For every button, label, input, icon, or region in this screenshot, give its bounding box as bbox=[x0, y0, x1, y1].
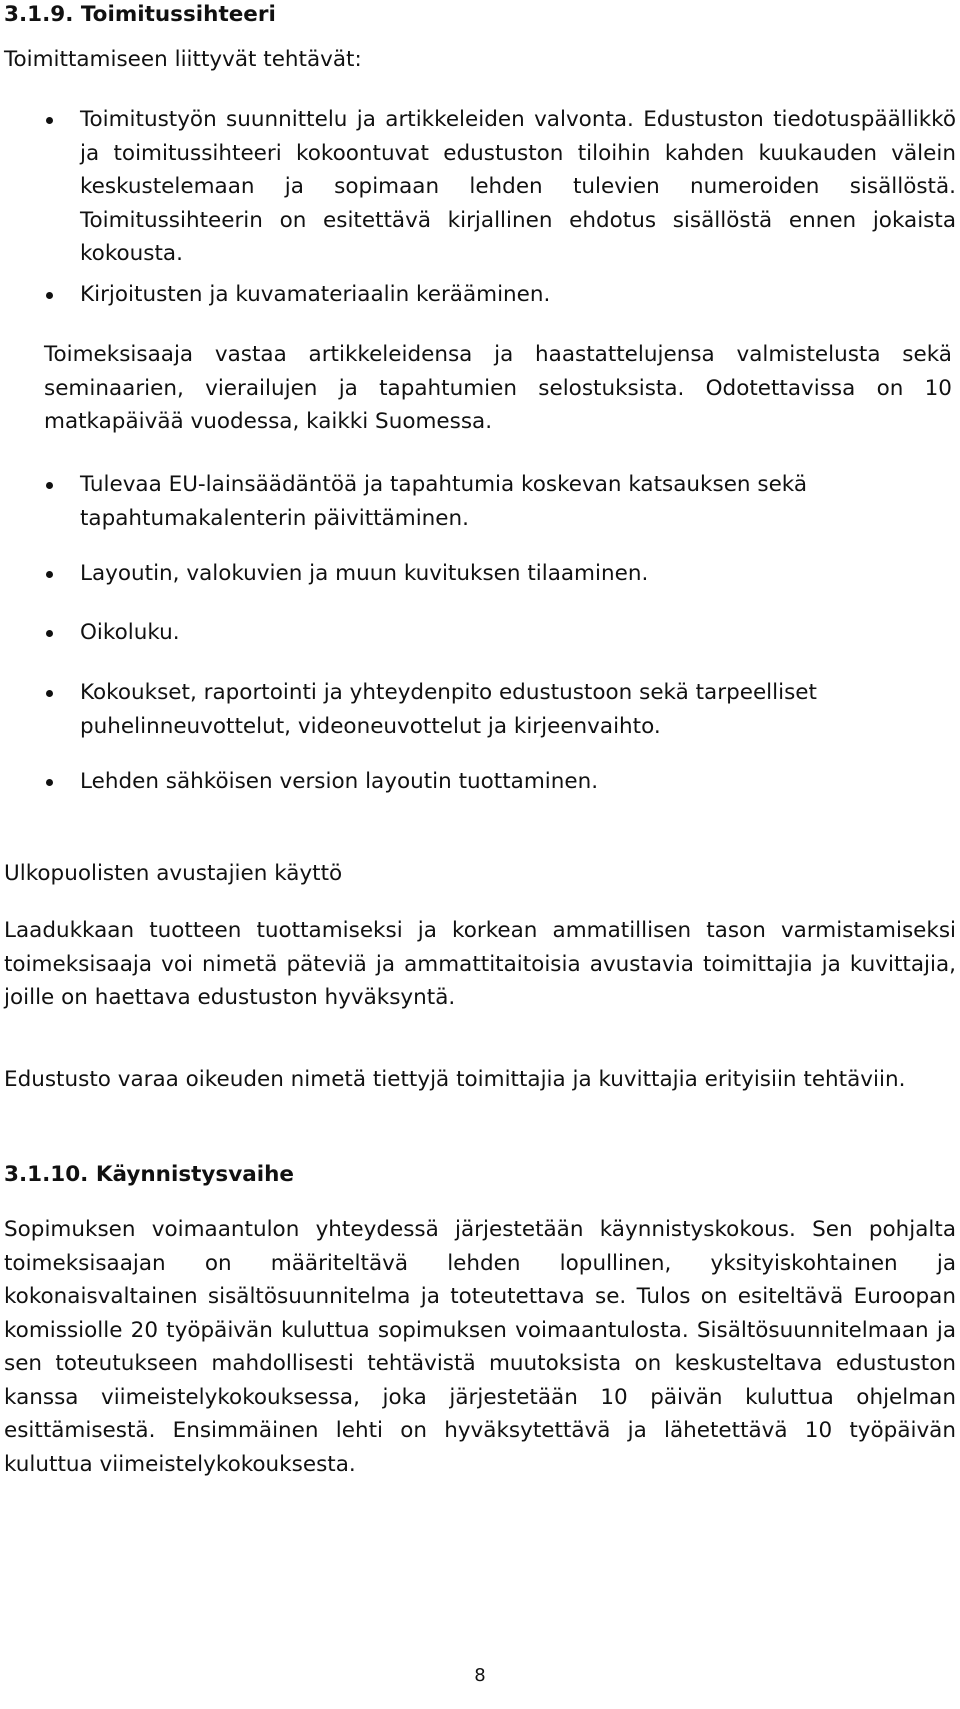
section-heading-kaynnistysvaihe: 3.1.10. Käynnistysvaihe bbox=[4, 1162, 294, 1187]
section-heading-toimitussihteeri: 3.1.9. Toimitussihteeri bbox=[4, 2, 276, 27]
bullet-item-6: Kokoukset, raportointi ja yhteydenpito edustustoon sekä tarpeelliset puhelinneuvottelut, videoneuvottelut ja kirjeenvaihto. bbox=[80, 676, 956, 743]
bullet-item-1: Toimitustyön suunnittelu ja artikkeleiden valvonta. Edustuston tiedotuspäällikkö ja toimitussihteeri kokoontuvat edustuston tiloihin kahden kuukauden välein keskustelemaan ja sopimaan lehden tulevien numeroiden sisällöstä. Toimitussihteerin on esitettävä kirjallinen ehdotus sisällöstä ennen jokaista kokousta. bbox=[80, 103, 956, 271]
bullet-item-5: Oikoluku. bbox=[80, 616, 956, 650]
subheading-external-contributors: Ulkopuolisten avustajien käyttö bbox=[4, 861, 343, 886]
indented-paragraph: Toimeksisaaja vastaa artikkeleidensa ja haastattelujensa valmistelusta sekä seminaarien, vierailujen ja tapahtumien selostuksista. Odotettavissa on 10 matkapäivää vuodessa, kaikki Suomessa. bbox=[44, 342, 952, 434]
bullet-item-2: Kirjoitusten ja kuvamateriaalin kerääminen. bbox=[80, 278, 956, 312]
bullet-item-4: Layoutin, valokuvien ja muun kuvituksen tilaaminen. bbox=[80, 557, 956, 591]
bullet-item-7: Lehden sähköisen version layoutin tuottaminen. bbox=[80, 765, 956, 799]
external-paragraph-1: Laadukkaan tuotteen tuottamiseksi ja korkean ammatillisen tason varmistamiseksi toimeksisaaja voi nimetä päteviä ja ammattitaitoisia avustavia toimittajia ja kuvittajia, joille on haettava edustuston hyväksyntä. bbox=[4, 918, 956, 1010]
page-number: 8 bbox=[474, 1665, 486, 1686]
bullet-item-3: Tulevaa EU-lainsäädäntöä ja tapahtumia koskevan katsauksen sekä tapahtumakalenterin päivittäminen. bbox=[80, 468, 956, 535]
external-paragraph-2: Edustusto varaa oikeuden nimetä tiettyjä toimittajia ja kuvittajia erityisiin tehtäviin. bbox=[4, 1067, 906, 1092]
launch-phase-paragraph: Sopimuksen voimaantulon yhteydessä järjestetään käynnistyskokous. Sen pohjalta toimeksisaajan on määriteltävä lehden lopullinen, yksityiskohtainen ja kokonaisvaltainen sisältösuunnitelma ja toteutettava se. Tulos on esiteltävä Euroopan komissiolle 20 työpäivän kuluttua sopimuksen voimaantulosta. Sisältösuunnitelmaan ja sen toteutukseen mahdollisesti tehtävistä muutoksista on keskusteltava edustuston kanssa viimeistelykokouksessa, joka järjestetään 10 päivän kuluttua ohjelman esittämisestä. Ensimmäinen lehti on hyväksytettävä ja lähetettävä 10 työpäivän kuluttua viimeistelykokouksesta. bbox=[4, 1217, 956, 1477]
intro-text: Toimittamiseen liittyvät tehtävät: bbox=[4, 47, 362, 72]
